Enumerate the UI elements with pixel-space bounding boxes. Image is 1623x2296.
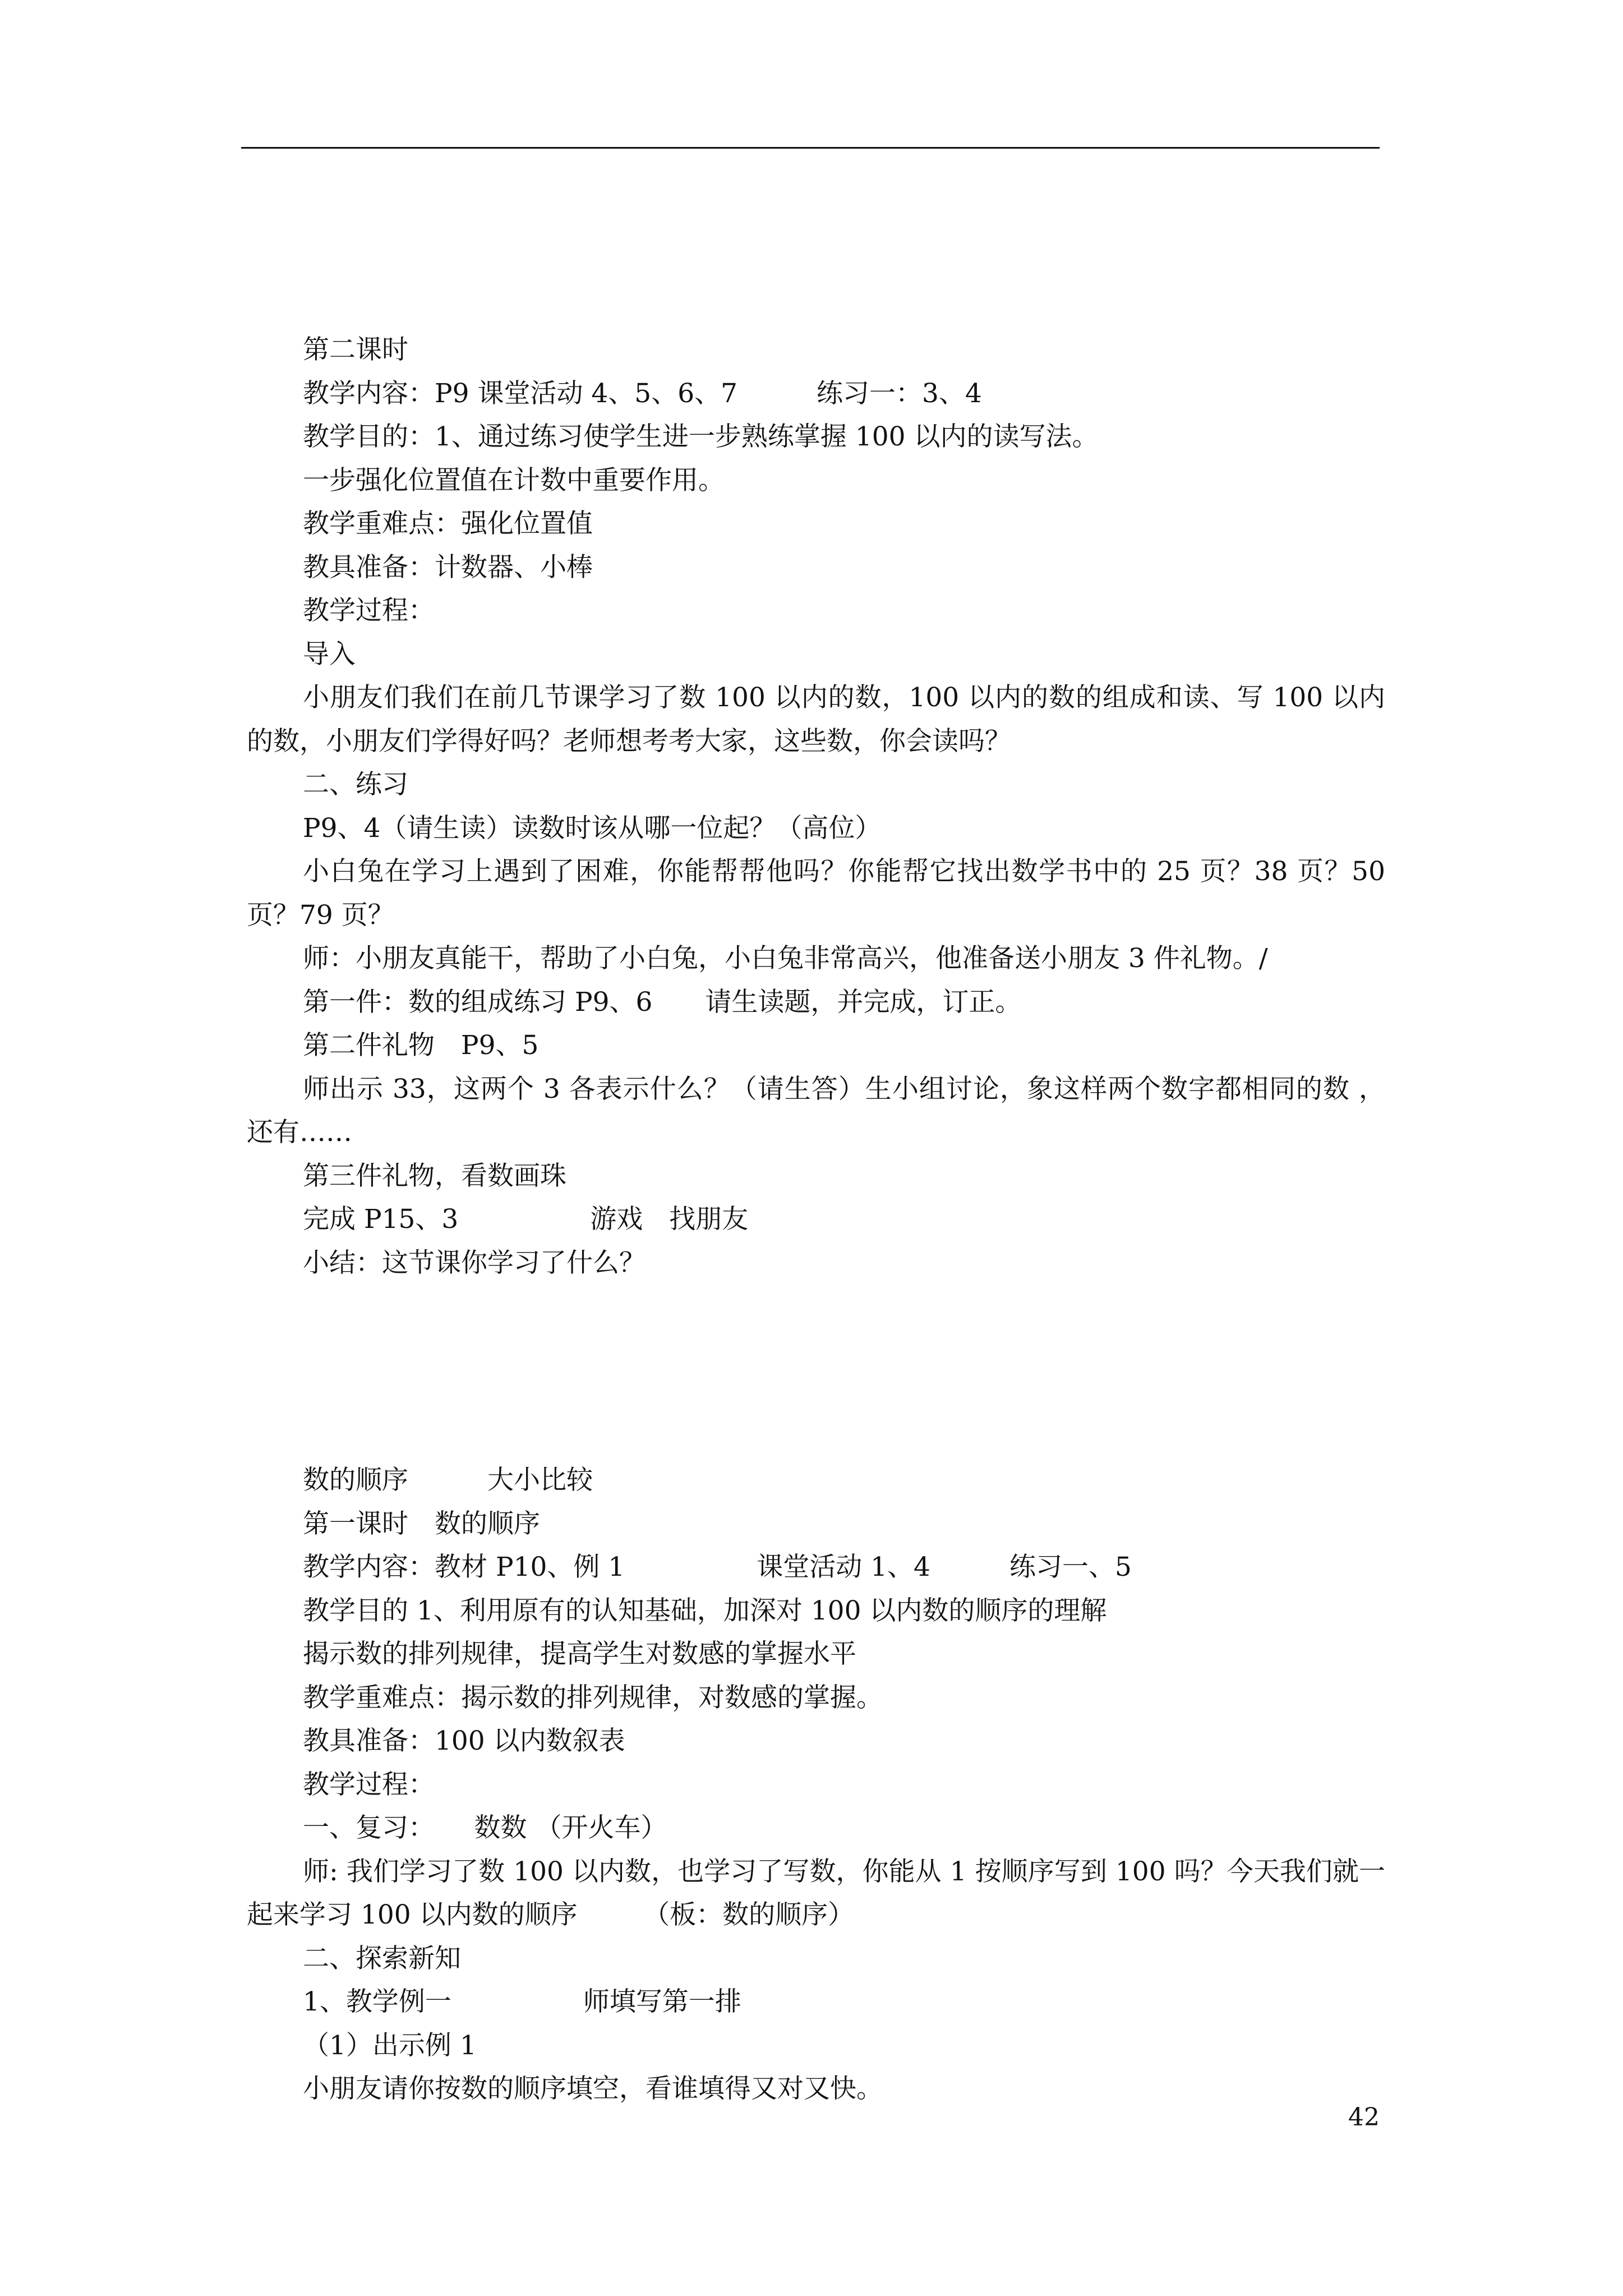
- section-gap: [247, 1285, 1385, 1458]
- section2-example-sub: （1）出示例 1: [303, 2030, 477, 2061]
- document-body: [247, 328, 1385, 2111]
- section2-content: 教学内容：教材 P10、例 1 课堂活动 1、4 练习一、5: [303, 1552, 1132, 1582]
- lesson2-key-points: 教学重难点：强化位置值: [303, 508, 593, 539]
- header-rule: [241, 147, 1380, 149]
- lesson2-p1: P9、4（请生读）读数时该从哪一位起？（高位）: [303, 812, 882, 844]
- lesson2-content: 教学内容：P9 课堂活动 4、5、6、7 练习一：3、4: [303, 378, 982, 409]
- section2-review-text: 师: 我们学习了数 100 以内数，也学习了写数，你能从 1 按顺序写到 100 吗？今天我们就一起来学习 100 以内数的顺序 （板：数的顺序）: [247, 1856, 1385, 1930]
- lesson2-p6: 师出示 33，这两个 3 各表示什么？（请生答）生小组讨论，象这样两个数字都相同的数 ，还有……: [247, 1073, 1385, 1148]
- lesson2-p8: 完成 P15、3 游戏 找朋友: [303, 1204, 749, 1235]
- lesson2-p3: 师：小朋友真能干，帮助了小白兔，小白兔非常高兴，他准备送小朋友 3 件礼物。/: [303, 943, 1268, 974]
- section2-explore-heading: 二、探索新知: [303, 1943, 461, 1974]
- section2-example-heading: 1、教学例一 师填写第一排: [303, 1986, 741, 2017]
- section2-example-text: 小朋友请你按数的顺序填空，看谁填得又对又快。: [303, 2073, 883, 2104]
- lesson2-title: 第二课时: [303, 334, 408, 365]
- section2-goal-cont: 揭示数的排列规律，提高学生对数感的掌握水平: [303, 1639, 856, 1669]
- lesson2-tools: 教具准备：计数器、小棒: [303, 551, 593, 583]
- lesson2-intro-text: 小朋友们我们在前几节课学习了数 100 以内的数，100 以内的数的组成和读、写 100 以内的数，小朋友们学得好吗？老师想考考大家，这些数，你会读吗？: [247, 682, 1385, 757]
- lesson2-intro-heading: 导入: [303, 638, 356, 670]
- lesson2-practice-heading: 二、练习: [303, 769, 408, 800]
- lesson2-goal-cont: 一步强化位置值在计数中重要作用。: [303, 464, 725, 496]
- page-number: 42: [1348, 2103, 1380, 2132]
- lesson2-p2: 小白兔在学习上遇到了困难，你能帮帮他吗？你能帮它找出数学书中的 25 页？38 页？50 页？79 页？: [247, 856, 1385, 931]
- section2-tools: 教具准备：100 以内数叙表: [303, 1726, 625, 1756]
- lesson2-summary: 小结：这节课你学习了什么？: [303, 1247, 645, 1278]
- section2-title: 数的顺序 大小比较: [303, 1465, 593, 1496]
- section2-process: 教学过程：: [303, 1769, 435, 1800]
- lesson2-p5: 第二件礼物 P9、5: [303, 1030, 539, 1061]
- lesson2-p4: 第一件：数的组成练习 P9、6 请生读题，并完成，订正。: [303, 986, 1022, 1018]
- lesson2-goal: 教学目的：1、通过练习使学生进一步熟练掌握 100 以内的读写法。: [303, 421, 1099, 452]
- section2-review: 一、复习： 数数 （开火车）: [303, 1812, 667, 1843]
- lesson2-p7: 第三件礼物，看数画珠: [303, 1160, 566, 1191]
- lesson2-process: 教学过程：: [303, 595, 435, 626]
- section2-lesson-title: 第一课时 数的顺序: [303, 1508, 540, 1539]
- section2-key-points: 教学重难点：揭示数的排列规律，对数感的掌握。: [303, 1682, 883, 1713]
- section2-goal: 教学目的 1、利用原有的认知基础，加深对 100 以内数的顺序的理解: [303, 1595, 1107, 1626]
